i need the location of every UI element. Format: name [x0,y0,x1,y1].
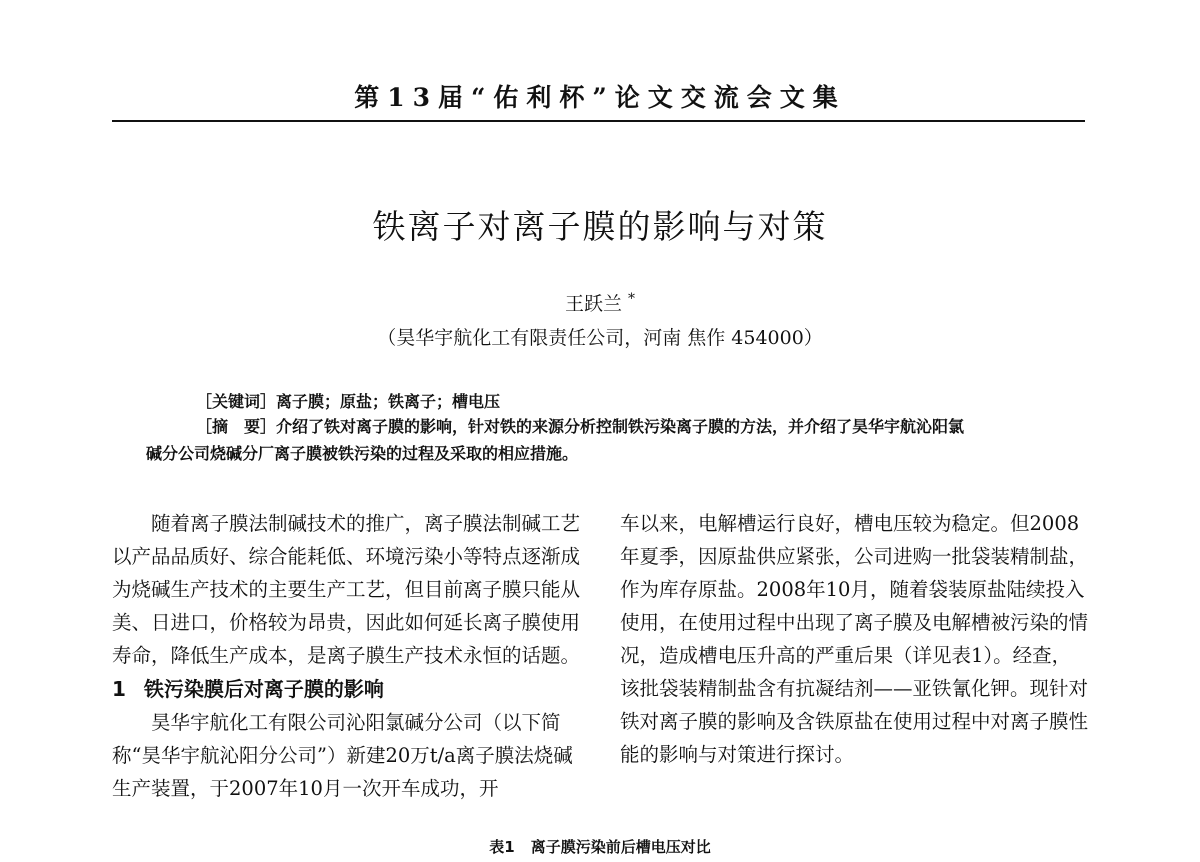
section-heading [112,672,582,706]
abstract [146,413,1046,467]
paper-title: 铁离子对离子膜的影响与对策 [372,207,828,246]
running-header: 第13届“佑利杯”论文交流会文集 [354,83,846,112]
right-paragraph: 车以来，电解槽运行良好，槽电压较为稳定。但2008年夏季，因原盐供应紧张，公司进购一批袋装精制盐，作为库存原盐。2008年10月，随着袋装原盐陆续投入使用，在使用过程中出现了离子膜及电解槽被污染的情况，造成槽电压升高的严重后果（详见表1）。经查，该批袋装精制盐含有抗凝结剂——亚铁氰化钾。现针对铁对离子膜的影响及含铁原盐在使用过程中对离子膜性能的影响与对策进行探讨。 [620,512,1089,766]
section-number: 1 [112,677,126,701]
author-line [0,289,1200,316]
left-column [112,507,582,805]
abstract-line-1: ［摘 要］介绍了铁对离子膜的影响，针对铁的来源分析控制铁污染离子膜的方法，并介绍了昊华宇航沁阳氯 [196,417,965,436]
table-caption [0,836,1200,857]
section-paragraph: 昊华宇航化工有限公司沁阳氯碱分公司（以下简称“昊华宇航沁阳分公司”）新建20万t/a离子膜法烧碱生产装置，于2007年10月一次开车成功，开 [112,711,573,800]
abstract-line-2: 碱分公司烧碱分厂离子膜被铁污染的过程及采取的相应措施。 [146,444,579,463]
table-label: 表1 [489,838,515,856]
header-rule [112,120,1085,122]
author-footnote-mark: * [628,290,635,307]
keywords: ［关键词］离子膜；原盐；铁离子；槽电压 [196,392,501,411]
section-title: 铁污染膜后对离子膜的影响 [143,677,384,701]
table-title: 离子膜污染前后槽电压对比 [530,838,711,856]
intro-paragraph: 随着离子膜法制碱技术的推广，离子膜法制碱工艺以产品品质好、综合能耗低、环境污染小等特点逐渐成为烧碱生产技术的主要生产工艺，但目前离子膜只能从美、日进口，价格较为昂贵，因此如何延长离子膜使用寿命，降低生产成本，是离子膜生产技术永恒的话题。 [112,512,581,667]
author-name: 王跃兰 [564,293,622,315]
right-column [620,507,1090,771]
affiliation: （昊华宇航化工有限责任公司，河南 焦作 454000） [377,327,823,349]
